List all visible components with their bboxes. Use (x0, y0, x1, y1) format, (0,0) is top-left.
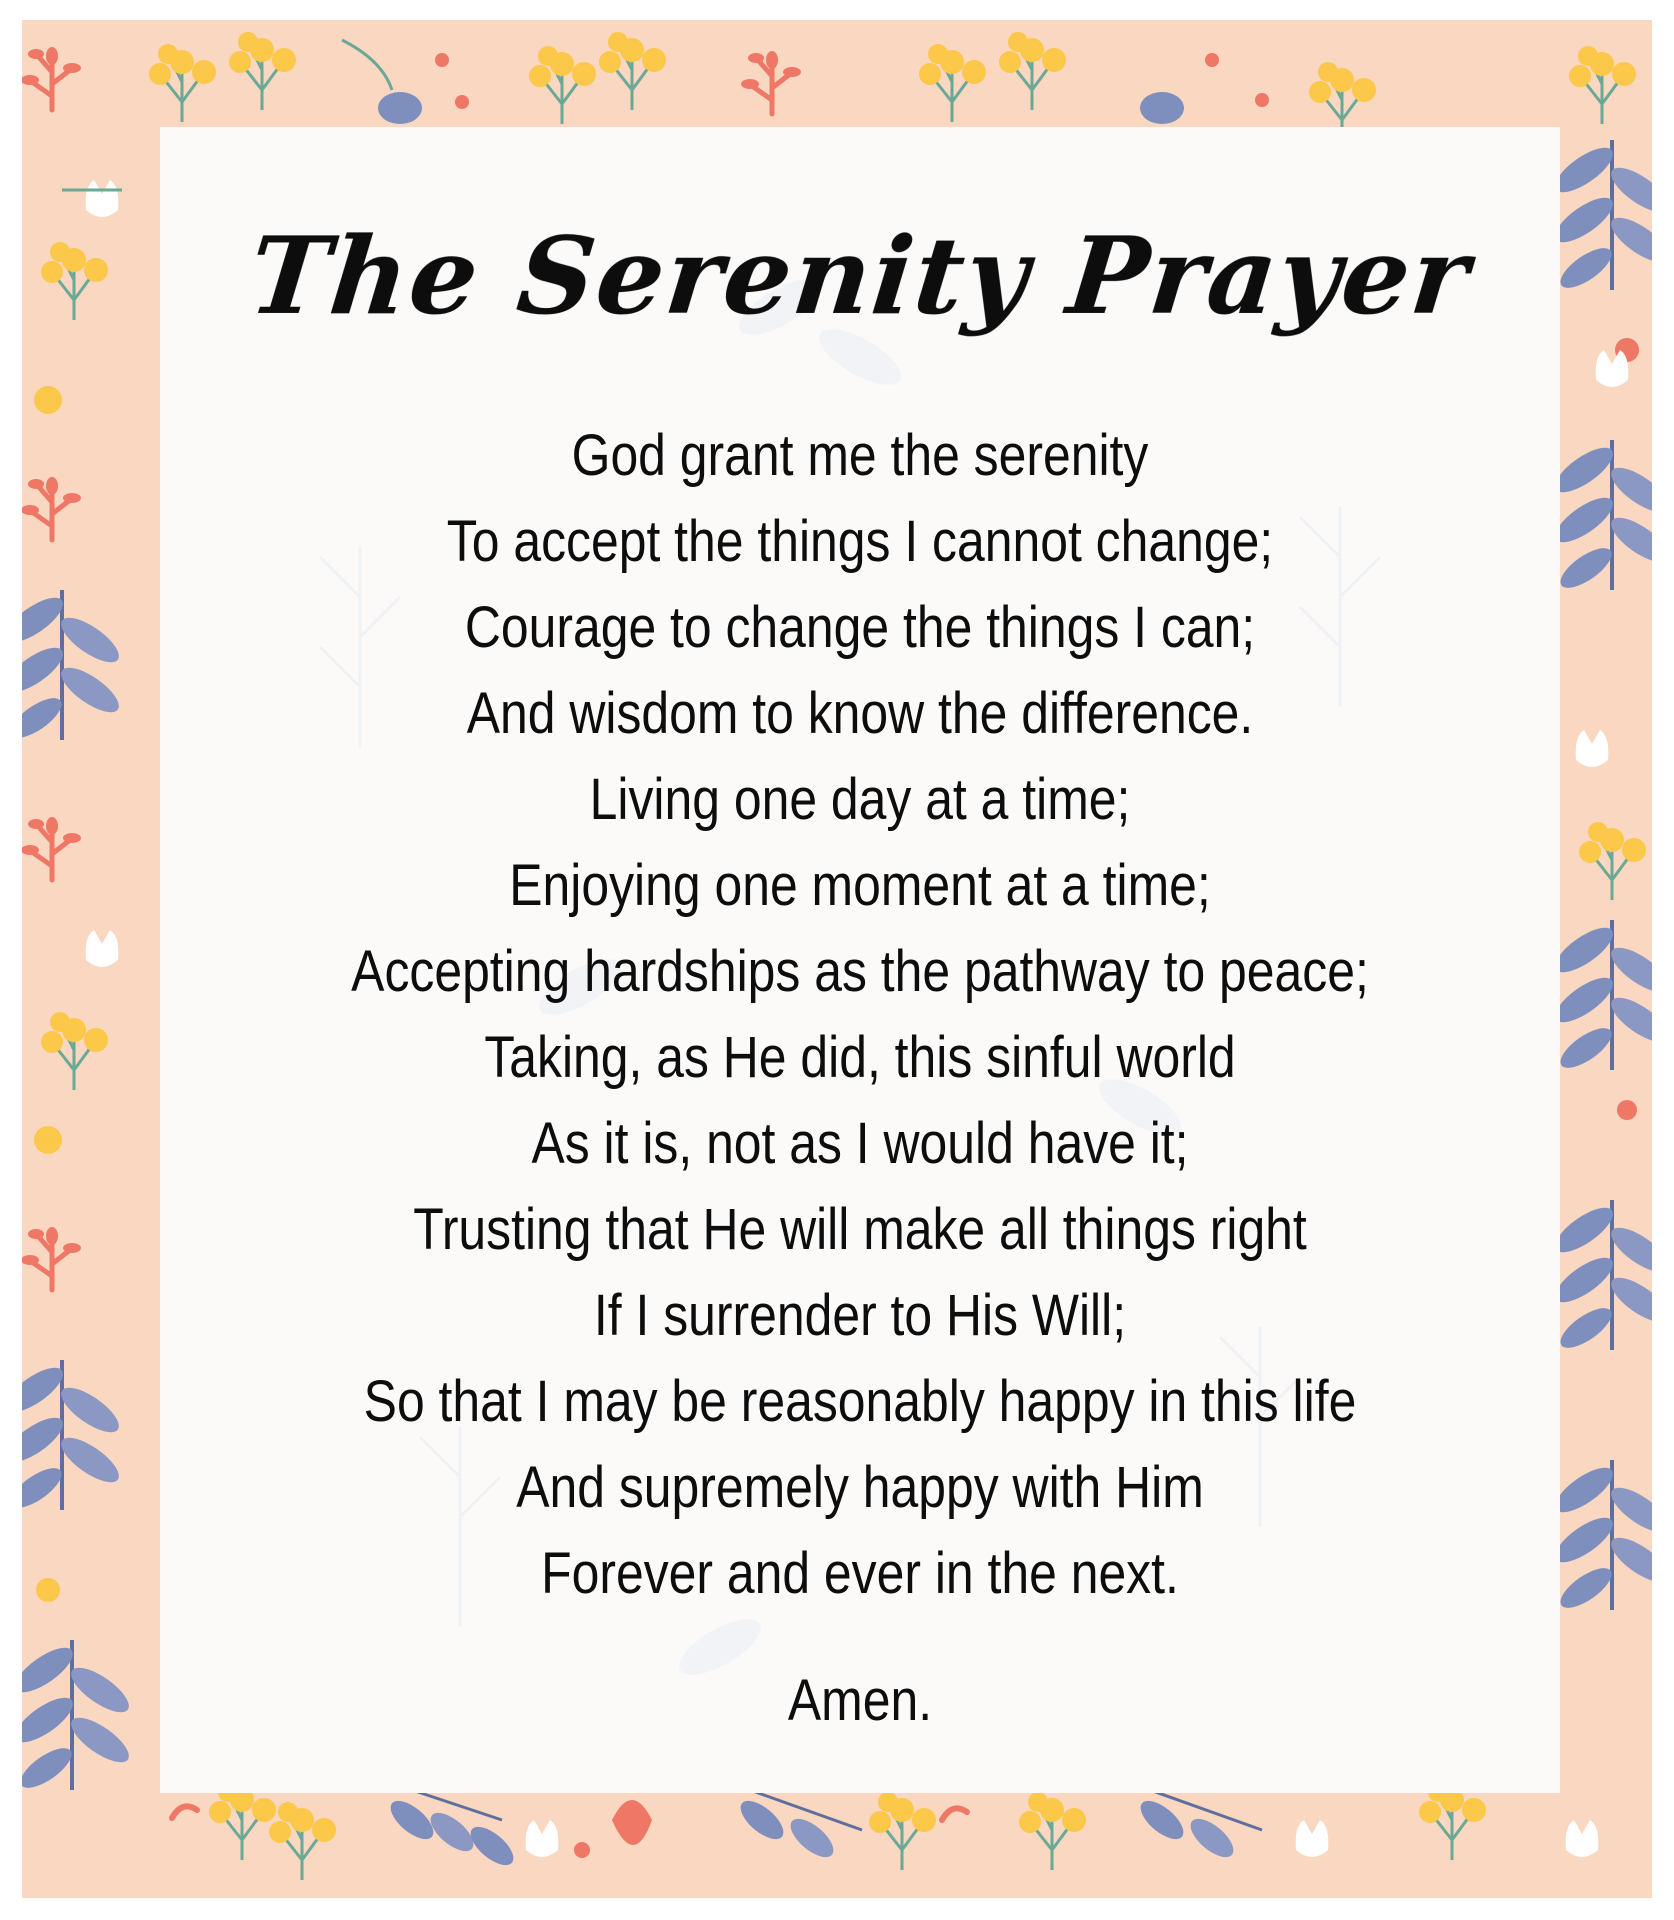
prayer-line: And wisdom to know the difference. (466, 681, 1254, 746)
prayer-line: Accepting hardships as the pathway to peace; (351, 939, 1369, 1004)
prayer-line: So that I may be reasonably happy in this life (363, 1369, 1357, 1434)
prayer-line: Enjoying one moment at a time; (509, 853, 1211, 918)
prayer-title: The Serenity Prayer (243, 213, 1477, 338)
prayer-line: Taking, as He did, this sinful world (484, 1025, 1236, 1090)
prayer-line: If I surrender to His Will; (593, 1283, 1127, 1348)
prayer-line: Forever and ever in the next. (541, 1541, 1179, 1606)
prayer-line: Courage to change the things I can; (464, 595, 1256, 660)
prayer-verse-list (160, 413, 1560, 1617)
prayer-line: Trusting that He will make all things right (413, 1197, 1307, 1262)
floral-border-frame (22, 20, 1652, 1898)
prayer-line: Living one day at a time; (589, 767, 1131, 832)
prayer-line: God grant me the serenity (571, 423, 1149, 488)
prayer-closing: Amen. (787, 1668, 933, 1733)
prayer-card (160, 127, 1560, 1793)
prayer-line: To accept the things I cannot change; (446, 509, 1274, 574)
prayer-line: As it is, not as I would have it; (531, 1111, 1189, 1176)
prayer-line: And supremely happy with Him (516, 1455, 1204, 1520)
